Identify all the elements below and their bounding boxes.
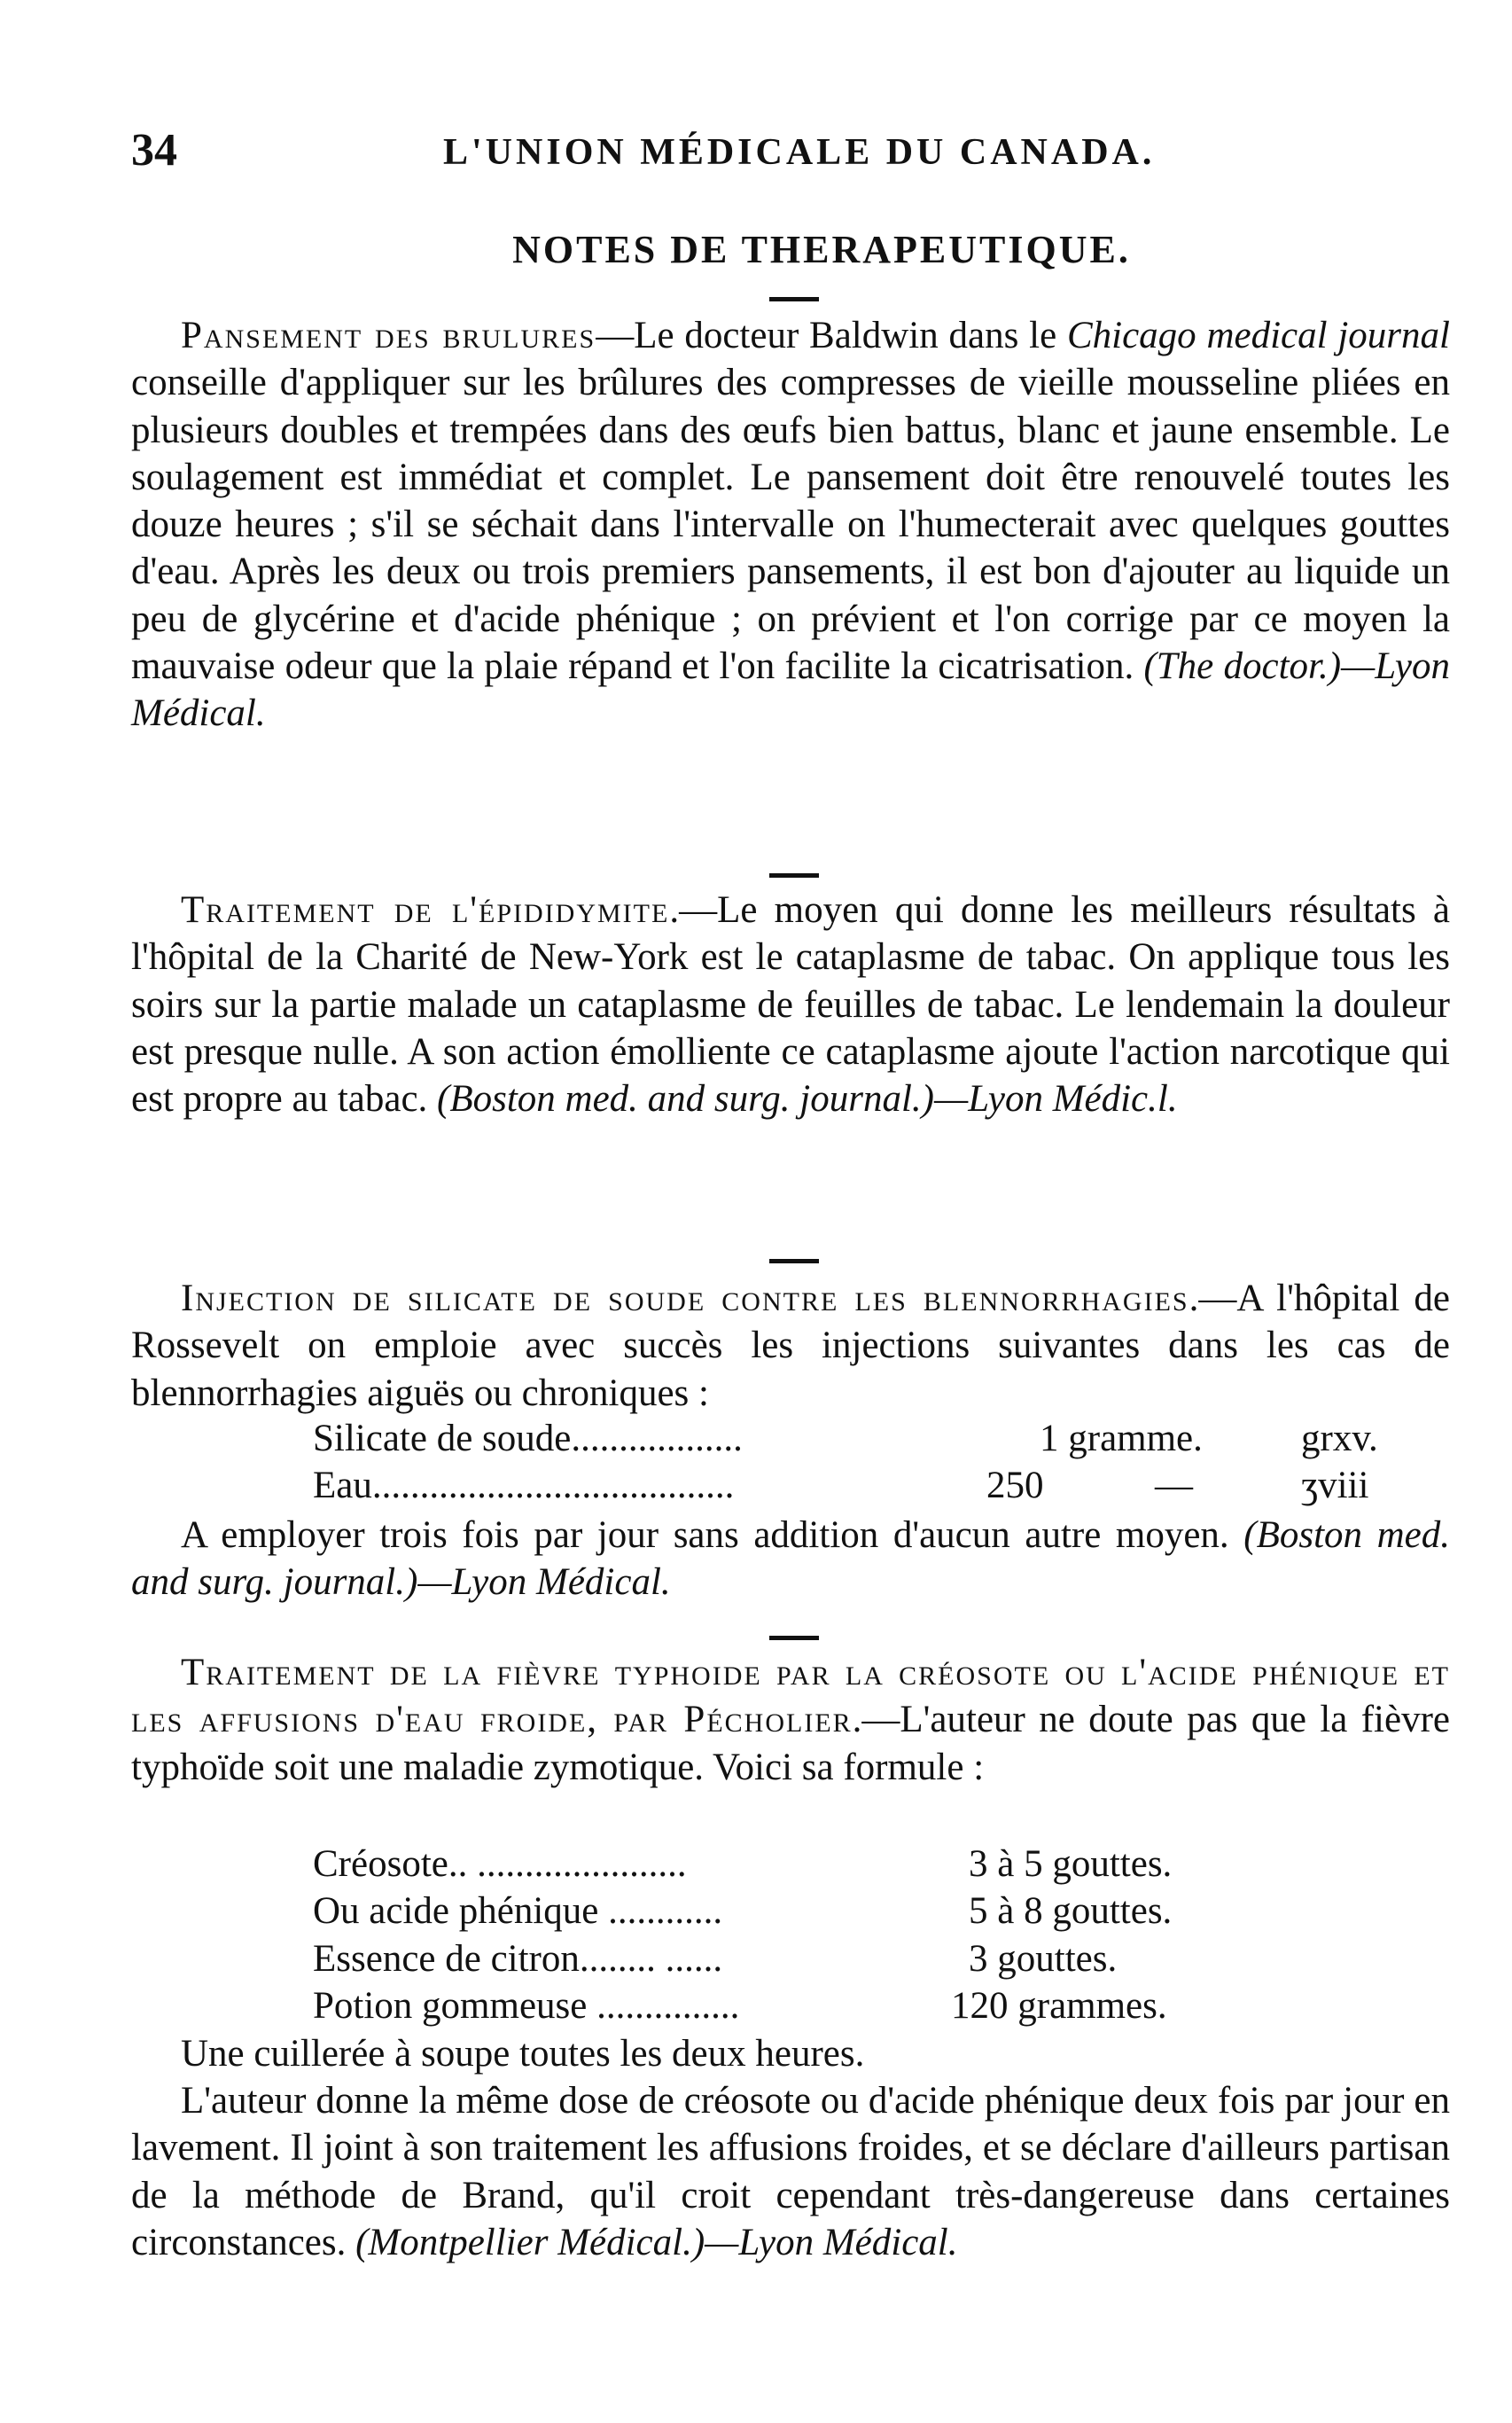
page-header (131, 124, 1450, 186)
article-heading: Pansement des brulures (181, 315, 596, 356)
divider (769, 1636, 819, 1640)
formula-row: Eau...................................... 250 — ʒviii (313, 1465, 1369, 1507)
page-number: 34 (131, 125, 177, 176)
formula-row: Ou acide phénique ............ 5 à 8 gouttes. (313, 1890, 1173, 1933)
article-silicate-usage: A employer trois fois par jour sans addition d'aucun autre moyen. (Boston med. and surg. journal.)—Lyon Médical. (131, 1514, 1450, 1604)
article-source: (Montpellier Médical.)—Lyon Médical. (355, 2221, 958, 2263)
article-source: (The doctor.)—Lyon Médical. (131, 645, 1451, 735)
formula-row: Potion gommeuse ............... 120 grammes. (313, 1984, 1167, 2027)
formula-table (313, 1842, 1376, 2031)
formula-row: Créosote.. ...................... 3 à 5 gouttes. (313, 1843, 1173, 1885)
running-title: L'UNION MÉDICALE DU CANADA. (443, 132, 1156, 173)
formula-row: Essence de citron........ ...... 3 gouttes. (313, 1937, 1118, 1980)
section-title: NOTES DE THERAPEUTIQUE. (512, 228, 1131, 271)
article-typhoid-conclusion: L'auteur donne la même dose de créosote ou d'acide phénique deux fois par jour en lavement. Il joint à son traitement les affusions froides, et se déclare d'ailleurs partisan de la méthode de Brand, qu'il croit cependant très-dangereuse dans certaines circonstances. (Montpellier Médical.)—Lyon Médical. (131, 2080, 1450, 2263)
formula-table (313, 1417, 1376, 1512)
divider (769, 1259, 819, 1263)
article-heading: Traitement de l'épididymite (181, 889, 670, 931)
article-source: (Boston med. and surg. journal.)—Lyon Médical. (131, 1514, 1450, 1604)
article-burns: Pansement des brulures—Le docteur Baldwin dans le Chicago medical journal conseille d'appliquer sur les brûlures des compresses de vieille mousseline pliées en plusieurs doubles et trempées dans des œufs bien battus, blanc et jaune ensemble. Le soulagement est immédiat et complet. Le pansement doit être renouvelé toutes les douze heures ; s'il se séchait dans l'intervalle on l'humecterait avec quelques gouttes d'eau. Après les deux ou trois premiers pansements, il est bon d'ajouter au liquide un peu de glycérine et d'acide phénique ; on prévient et l'on corrige par ce moyen la mauvaise odeur que la plaie répand et l'on facilite la cicatrisation. (The doctor.)—Lyon Médical. (131, 315, 1451, 735)
article-heading: Injection de silicate de soude contre les blennorrhagies (181, 1278, 1189, 1319)
article-epididymitis: Traitement de l'épididymite.—Le moyen qui donne les meilleurs résultats à l'hôpital de la Charité de New-York est le cataplasme de tabac. On applique tous les soirs sur la partie malade un cataplasme de feuilles de tabac. Le lendemain la douleur est presque nulle. A son action émolliente ce cataplasme ajoute l'action narcotique qui est propre au tabac. (Boston med. and surg. journal.)—Lyon Médic.l. (131, 889, 1451, 1121)
article-heading: Traitement de la fièvre typhoide par la créosote ou l'acide phénique et les affusions d'eau froide, par Pécholier (131, 1652, 1450, 1741)
formula-row: Silicate de soude.................. 1 gramme. grxv. (313, 1418, 1378, 1459)
article-typhoid-dose: Une cuillerée à soupe toutes les deux heures. (181, 2033, 865, 2075)
divider (769, 297, 819, 301)
article-typhoid: Traitement de la fièvre typhoide par la créosote ou l'acide phénique et les affusions d'eau froide, par Pécholier.—L'auteur ne doute pas que la fièvre typhoïde soit une maladie zymotique. Voici sa formule : (131, 1652, 1450, 1788)
journal-title: Chicago medical journal (1066, 315, 1450, 356)
article-silicate-injection: Injection de silicate de soude contre les blennorrhagies.—A l'hôpital de Rossevelt on emploie avec succès les injections suivantes dans les cas de blennorrhagies aiguës ou chroniques : (131, 1278, 1451, 1414)
divider (769, 873, 819, 878)
article-source: (Boston med. and surg. journal.)—Lyon Médic.l. (437, 1078, 1178, 1121)
